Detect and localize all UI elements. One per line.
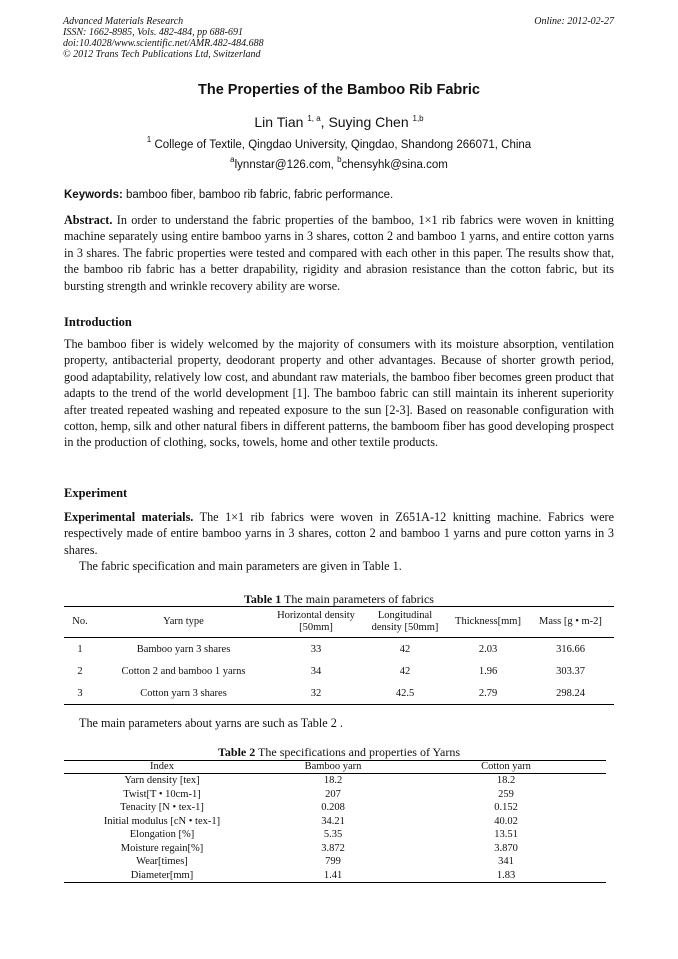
online-date: Online: 2012-02-27 — [534, 16, 614, 27]
table-row — [64, 842, 606, 856]
experiment-heading: Experiment — [64, 486, 128, 500]
table2-caption — [0, 745, 678, 760]
table-cell: 42 — [399, 643, 411, 655]
issn-line: ISSN: 1662-8985, Vols. 482-484, pp 688-691 — [63, 27, 243, 38]
table-cell: Bamboo yarn 3 shares — [136, 643, 231, 655]
journal-info — [63, 16, 264, 60]
table-cell: 34.21 — [321, 815, 345, 827]
table2-header: Bamboo yarn — [260, 761, 406, 774]
abstract-text: In order to understand the fabric properties of the bamboo, 1×1 rib fabrics were woven in knitting machine separately using entire bamboo yarns in 3 shares, cotton 2 and bamboo 1 yarns, and entire cotton yarns in 3 shares. The fabric properties were tested and compared with each other in this paper. The results show that, the bamboo rib fabric has a better drapability, rigidity and abrasion resistance than the cotton fabric, but its bursting strength and wrinkle recovery ability are worse. — [64, 213, 614, 293]
table-cell: 13.51 — [494, 829, 518, 841]
copyright-line: © 2012 Trans Tech Publications Ltd, Switzerland — [63, 49, 261, 60]
email-b[interactable]: chensyhk@sina.com — [341, 159, 448, 171]
abstract — [64, 212, 614, 294]
table-row — [64, 788, 606, 802]
table-cell: Moisture regain[%] — [120, 842, 204, 854]
introduction-heading: Introduction — [64, 315, 132, 329]
table-cell: 5.35 — [323, 829, 343, 841]
email-a-sup: a — [230, 155, 235, 164]
table-cell: 1.96 — [478, 665, 498, 677]
table1-header: Mass [g • m-2] — [527, 607, 614, 638]
affiliation-text: College of Textile, Qingdao University, Qingdao, Shandong 266071, China — [154, 139, 532, 151]
keywords-label: Keywords: — [64, 189, 123, 201]
table1-header: No. — [64, 607, 96, 638]
table1 — [64, 606, 614, 705]
table-cell: 34 — [310, 665, 322, 677]
table-cell: 3.870 — [494, 842, 518, 854]
table-row — [64, 682, 614, 705]
table-cell: 32 — [271, 682, 361, 705]
table-cell: 259 — [498, 788, 514, 800]
materials-label: Experimental materials. — [64, 510, 194, 524]
author-2: Suying Chen — [328, 114, 409, 130]
keywords-text: bamboo fiber, bamboo rib fabric, fabric performance. — [122, 189, 394, 201]
table1-caption-text: The main parameters of fabrics — [281, 592, 434, 606]
table2-header: Index — [64, 761, 260, 774]
table-row — [64, 774, 606, 788]
table-cell: 0.208 — [321, 802, 345, 814]
table-row — [64, 638, 614, 661]
doi-line: doi:10.4028/www.scientific.net/AMR.482-484.688 — [63, 38, 264, 49]
table-row — [64, 660, 614, 682]
email-line — [0, 155, 678, 171]
table-cell: 2.79 — [449, 682, 527, 705]
email-a[interactable]: lynnstar@126.com, — [234, 159, 338, 171]
journal-name: Advanced Materials Research — [63, 16, 184, 27]
table1-intro: The fabric specification and main parameters are given in Table 1. — [79, 559, 402, 573]
author-1-sup: 1, a — [307, 114, 321, 123]
abstract-label: Abstract. — [64, 213, 113, 227]
table1-header: Yarn type — [96, 607, 271, 638]
table2-caption-text: The specifications and properties of Yarns — [255, 745, 460, 759]
table-cell: 18.2 — [323, 775, 343, 787]
table2 — [64, 760, 606, 883]
table-row — [64, 815, 606, 829]
table1-header: Thickness[mm] — [449, 607, 527, 638]
experimental-materials — [64, 509, 614, 558]
table-cell: Cotton yarn 3 shares — [96, 682, 271, 705]
table-cell: Cotton 2 and bamboo 1 yarns — [121, 665, 246, 677]
table-cell: Diameter[mm] — [64, 869, 260, 883]
table-cell: 42 — [399, 665, 411, 677]
table-cell: Wear[times] — [136, 856, 188, 868]
table-cell: 3 — [64, 682, 96, 705]
table-cell: 799 — [325, 856, 341, 868]
email-b-sup: b — [337, 155, 342, 164]
table-cell: Elongation [%] — [129, 829, 195, 841]
keywords — [64, 189, 393, 201]
table-cell: Yarn density [tex] — [124, 775, 200, 787]
table-cell: Tenacity [N • tex-1] — [120, 802, 204, 814]
table2-caption-label: Table 2 — [218, 745, 256, 759]
author-2-sup: 1,b — [412, 114, 424, 123]
table-cell: 316.66 — [556, 643, 585, 655]
table2-intro: The main parameters about yarns are such as Table 2 . — [79, 716, 343, 730]
table1-header-row — [64, 607, 614, 638]
table-cell: 42.5 — [361, 682, 449, 705]
introduction-text: The bamboo fiber is widely welcomed by the majority of consumers with its moisture absorption, ventilation property, antibacterial property, deodorant property and other advantages. Because of shorter growth period, good adaptability, relatively low cost, and abundant raw materials, the bamboo fiber becomes green product that adapts to the trend of the world development [1]. The bamboo fabric can still maintain its inherent superiority after treated repeated washing and repeated exposure to the sun [2-3]. Based on reasonable configuration with cotton, hemp, silk and other natural fibers in different patterns, the bamboom fiber has good developing prospect in the production of clothing, socks, towels, home and other textile products. — [64, 337, 614, 450]
table-cell: 1 — [77, 643, 83, 655]
table-cell: 40.02 — [494, 815, 518, 827]
author-line — [0, 114, 678, 130]
affiliation — [0, 135, 678, 151]
table-row — [64, 855, 606, 869]
author-separator: , — [320, 114, 329, 130]
table-cell: Initial modulus [cN • tex-1] — [103, 815, 221, 827]
table-cell: 298.24 — [527, 682, 614, 705]
table-row — [64, 801, 606, 815]
table2-header-row — [64, 761, 606, 774]
paper-title: The Properties of the Bamboo Rib Fabric — [198, 82, 480, 98]
affiliation-sup: 1 — [146, 135, 152, 144]
table2-header: Cotton yarn — [406, 761, 606, 774]
table-cell: 3.872 — [321, 842, 345, 854]
table-cell: 18.2 — [496, 775, 516, 787]
table1-header: Horizontal density [50mm] — [271, 607, 361, 638]
table-row — [64, 869, 606, 883]
table-cell: Twist[T • 10cm-1] — [123, 788, 201, 800]
table1-caption — [0, 592, 678, 607]
table-cell: 2.03 — [478, 643, 498, 655]
table-cell: 33 — [310, 643, 322, 655]
table-cell: 1.83 — [406, 869, 606, 883]
table-cell: 1.41 — [260, 869, 406, 883]
table-cell: 2 — [77, 665, 83, 677]
materials-text: The 1×1 rib fabrics were woven in Z651A-12 knitting machine. Fabrics were respectively made of entire bamboo yarns in 3 shares, cotton 2 and bamboo 1 yarns and pure cotton yarns in 3 shares. — [64, 510, 614, 557]
table-cell: 207 — [325, 788, 341, 800]
table1-header: Longitudinal density [50mm] — [361, 607, 449, 638]
table1-caption-label: Table 1 — [244, 592, 282, 606]
table-cell: 303.37 — [556, 665, 585, 677]
table-row — [64, 828, 606, 842]
author-1: Lin Tian — [254, 114, 304, 130]
table-cell: 341 — [498, 856, 514, 868]
table-cell: 0.152 — [494, 802, 518, 814]
